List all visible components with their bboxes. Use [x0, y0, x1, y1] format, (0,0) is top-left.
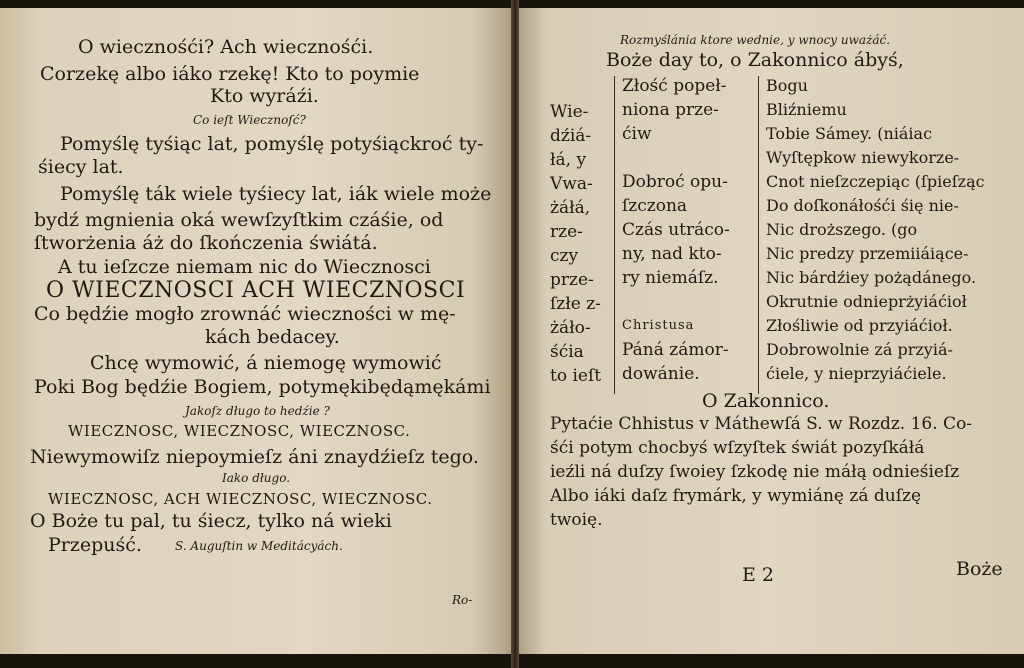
cell: ſzłe z-	[550, 294, 601, 314]
cell: Czás utráco-	[622, 220, 730, 240]
text-line: Pomyślę tyśiąc lat, pomyślę potyśiąckroć ty-	[60, 133, 484, 155]
cell: łá, y	[550, 150, 587, 170]
cell: Wyſtępkow niewykorze-	[766, 148, 960, 167]
text-line: O wiecznośći? Ach wiecznośći.	[78, 36, 374, 58]
text-line: Albo iáki daſz frymárk, y wymiánę zá duſzę	[550, 486, 922, 506]
cell: śćia	[550, 342, 584, 362]
cell: Dobroć opu-	[622, 172, 728, 192]
italic-line: Jakoſz długo to hedźie ?	[185, 404, 330, 418]
citation: S. Auguſtin w Meditácyách.	[175, 539, 343, 553]
text-line: ieźli ná duſzy ſwoiey ſzkodę nie máłą odnieśieſz	[550, 462, 960, 482]
cell: żáło-	[550, 318, 591, 338]
catchword: Boże	[956, 558, 1003, 580]
text-line: Przepuść.	[48, 534, 142, 556]
cell: Nic bárdźiey pożądánego.	[766, 268, 977, 287]
text-line: Chcę wymowić, á niemogę wymowić	[90, 352, 442, 374]
italic-line: Iako długo.	[222, 471, 291, 485]
cell: Bogu	[766, 76, 808, 95]
text-line: kách bedacey.	[205, 326, 340, 348]
cell: Christusa	[622, 318, 695, 333]
cell: ny, nad kto-	[622, 244, 722, 264]
cell: dźiá-	[550, 126, 592, 146]
cell: ſzczona	[622, 196, 688, 216]
cell: Vwa-	[550, 174, 593, 194]
text-line: śiecy lat.	[38, 156, 124, 178]
cell: prze-	[550, 270, 594, 290]
book-gutter	[511, 0, 519, 668]
cell: Złość popeł-	[622, 76, 727, 96]
text-line: Pomyślę ták wiele tyśiecy lat, iák wiele może	[60, 183, 492, 205]
table-col-3	[766, 74, 985, 386]
heading-line: O WIECZNOSCI ACH WIECZNOSCI	[46, 278, 466, 303]
cell: niona prze-	[622, 100, 719, 120]
section-heading: Co ieſt Wiecznoſć?	[193, 113, 306, 127]
brace-divider	[614, 76, 621, 394]
cell: Nic droższego. (go	[766, 220, 918, 239]
text-line: ſtworżenia áż do ſkończenia świátá.	[34, 232, 378, 254]
cell	[622, 146, 730, 170]
running-head: Rozmyślánia ktore wednie, y wnocy uważáć.	[620, 33, 891, 47]
caps-line: WIECZNOSC, ACH WIECZNOSC, WIECZNOSC.	[48, 490, 433, 508]
text-line: Kto wyráźi.	[210, 85, 319, 107]
cell: to ieſt	[550, 366, 602, 386]
text-line: śći potym chocbyś wſzyſtek świát pozyſkáłá	[550, 438, 925, 458]
brace-divider	[758, 76, 765, 394]
left-page	[0, 8, 514, 654]
cell: Do doſkonáłośći śię nie-	[766, 196, 959, 215]
text-line: Poki Bog będźie Bogiem, potymękibędąmękámi	[34, 376, 491, 398]
table-col-1	[550, 100, 601, 388]
cell: Páná zámor-	[622, 340, 729, 360]
cell: czy	[550, 246, 579, 266]
catchword: Ro-	[452, 593, 473, 607]
text-line: bydź mgnienia oká wewſzyſtkim czáśie, od	[34, 209, 444, 231]
cell: żáłá,	[550, 198, 591, 218]
cell: Nic predzy przemiiáiące-	[766, 244, 969, 263]
cell	[622, 290, 730, 314]
cell: Złośliwie od przyiáćioł.	[766, 316, 953, 335]
cell: ćiele, y nieprzyiáćiele.	[766, 364, 947, 383]
cell: Cnot nieſzczepiąc (ſpieſząc	[766, 172, 985, 191]
text-line: twoię.	[550, 510, 603, 530]
text-line: Boże day to, o Zakonnico ábyś,	[606, 49, 904, 71]
cell: dowánie.	[622, 364, 700, 384]
right-page	[516, 8, 1024, 654]
cell: Wie-	[550, 102, 589, 122]
text-line: Pytaćie Chhistus v Máthewſá S. w Rozdz. 16. Co-	[550, 414, 973, 434]
text-line: Co będźie mogło zrownáć wieczności w mę-	[34, 303, 456, 325]
signature-mark: E 2	[742, 564, 774, 586]
cell: Tobie Sámey. (niáiac	[766, 124, 933, 143]
cell: ćiw	[622, 124, 652, 144]
cell: ry niemáſz.	[622, 268, 719, 288]
cell: Bliźniemu	[766, 100, 847, 119]
text-line: O Boże tu pal, tu śiecz, tylko ná wieki	[30, 510, 392, 532]
cell: Dobrowolnie zá przyiá-	[766, 340, 953, 359]
table-col-2	[622, 74, 730, 386]
caps-line: WIECZNOSC, WIECZNOSC, WIECZNOSC.	[68, 422, 411, 440]
text-line: Corzekę albo iáko rzekę! Kto to poymie	[40, 63, 420, 85]
text-line: A tu ieſzcze niemam nic do Wiecznosci	[58, 256, 431, 278]
text-line: O Zakonnico.	[702, 390, 830, 412]
cell: rze-	[550, 222, 583, 242]
text-line: Niewymowiſz niepoymieſz áni znaydźieſz tego.	[30, 446, 479, 468]
cell: Okrutnie odnieprżyiáćioł	[766, 292, 967, 311]
